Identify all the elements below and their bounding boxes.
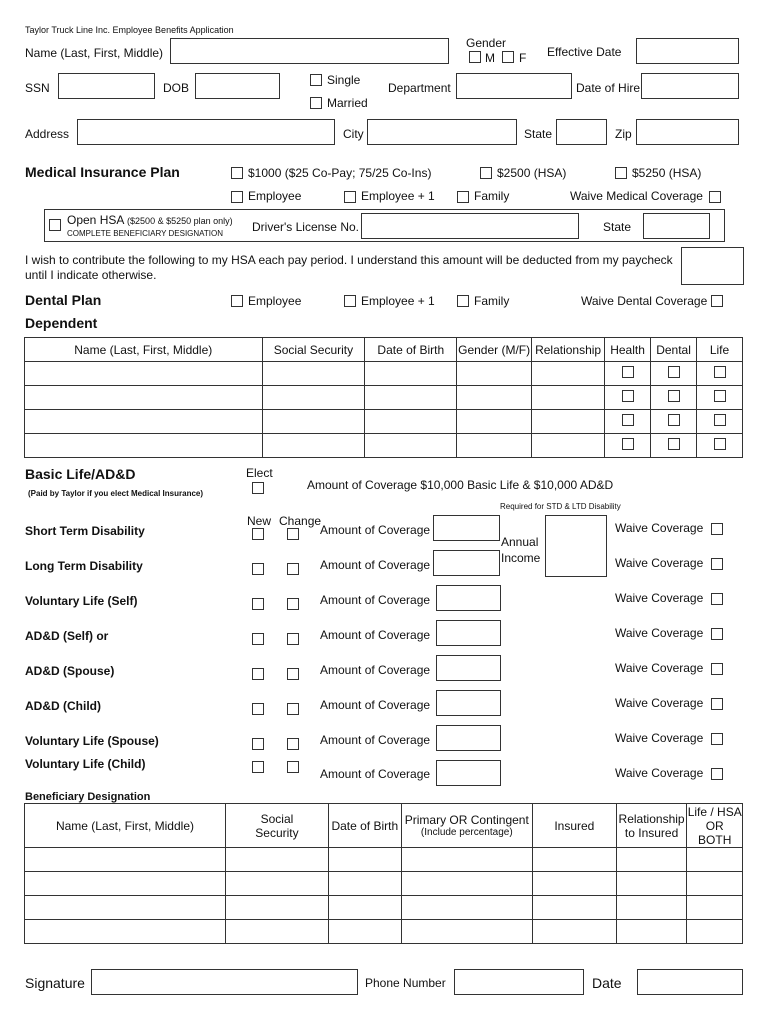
gender-f-label: F [519,51,527,65]
beneficiary-col-name: Name (Last, First, Middle) [25,804,226,848]
health-checkbox[interactable] [622,414,634,426]
elect-checkbox[interactable] [252,482,264,494]
amount-of-coverage-label: Amount of Coverage [320,593,431,607]
dependent-col-gender: Gender (M/F) [457,338,532,362]
change-checkbox[interactable] [287,528,299,540]
signature-label: Signature [25,975,85,991]
coverage-row-label: Voluntary Life (Child) [25,757,146,771]
coverage-row-label: Long Term Disability [25,559,143,573]
date-of-hire-field[interactable] [641,73,739,99]
amount-of-coverage-field[interactable] [433,550,500,576]
dependent-col-ss: Social Security [262,338,365,362]
hsa-text-line-2: until I indicate otherwise. [25,268,157,282]
phone-label: Phone Number [365,976,446,990]
open-hsa-checkbox[interactable] [49,219,61,231]
waive-medical-label: Waive Medical Coverage [570,189,703,203]
medical-employee-checkbox[interactable] [231,191,243,203]
medical-heading: Medical Insurance Plan [25,164,180,180]
new-label: New [247,514,272,528]
open-hsa-label: Open HSA ($2500 & $5250 plan only) [67,213,233,227]
beneficiary-note: COMPLETE BENEFICIARY DESIGNATION [67,229,224,238]
beneficiary-col-life-hsa: Life / HSA OR BOTH [687,804,742,847]
coverage-row-label: Voluntary Life (Spouse) [25,734,159,748]
amount-of-coverage-field[interactable] [436,725,501,751]
gender-m-checkbox[interactable] [469,51,481,63]
waive-dental-label: Waive Dental Coverage [581,294,708,308]
dependent-table [24,337,743,458]
dental-employee-checkbox[interactable] [231,295,243,307]
gender-label: Gender [466,36,507,50]
form-title: Taylor Truck Line Inc. Employee Benefits Application [25,25,234,35]
state-field[interactable] [556,119,607,145]
required-note: Required for STD & LTD Disability [500,502,621,511]
table-row [25,872,743,896]
beneficiary-col-insured: Insured [532,804,616,848]
dental-family-label: Family [474,294,510,308]
name-field[interactable] [170,38,449,64]
new-checkbox[interactable] [252,598,264,610]
amount-of-coverage-label: Amount of Coverage [320,767,431,781]
waive-medical-checkbox[interactable] [709,191,721,203]
waive-coverage-checkbox[interactable] [711,593,723,605]
married-label: Married [327,96,368,110]
change-checkbox[interactable] [287,598,299,610]
gender-m-label: M [485,51,495,65]
plan-2500-label: $2500 (HSA) [497,166,567,180]
drivers-license-field[interactable] [361,213,579,239]
amount-of-coverage-field[interactable] [436,690,501,716]
waive-coverage-label: Waive Coverage [615,626,704,640]
dob-label: DOB [163,81,190,95]
waive-coverage-label: Waive Coverage [615,766,704,780]
date-field[interactable] [637,969,743,995]
basic-life-amount-text: Amount of Coverage $10,000 Basic Life & $10,000 AD&D [307,478,614,492]
beneficiary-col-primary: Primary OR Contingent (Include percentage) [401,804,532,848]
amount-of-coverage-field[interactable] [436,655,501,681]
drivers-license-label: Driver's License No. [252,220,359,234]
table-row [25,410,743,434]
life-checkbox[interactable] [714,438,726,450]
waive-coverage-checkbox[interactable] [711,698,723,710]
new-checkbox[interactable] [252,738,264,750]
plan-5250-checkbox[interactable] [615,167,627,179]
date-of-hire-label: Date of Hire [576,81,641,95]
change-checkbox[interactable] [287,668,299,680]
table-row [25,848,743,872]
dl-state-field[interactable] [643,213,710,239]
signature-field[interactable] [91,969,358,995]
ssn-label: SSN [25,81,50,95]
ssn-field[interactable] [58,73,155,99]
waive-coverage-checkbox[interactable] [711,558,723,570]
table-row [25,386,743,410]
zip-label: Zip [615,127,632,141]
annual-income-field[interactable] [545,515,607,577]
waive-coverage-label: Waive Coverage [615,696,704,710]
plan-2500-checkbox[interactable] [480,167,492,179]
plan-1000-checkbox[interactable] [231,167,243,179]
date-label: Date [592,975,622,991]
waive-coverage-label: Waive Coverage [615,521,704,535]
table-row [25,896,743,920]
dental-checkbox[interactable] [668,366,680,378]
medical-family-checkbox[interactable] [457,191,469,203]
dental-employee-plus-one-label: Employee + 1 [361,294,435,308]
zip-field[interactable] [636,119,739,145]
waive-coverage-checkbox[interactable] [711,628,723,640]
dental-family-checkbox[interactable] [457,295,469,307]
life-checkbox[interactable] [714,366,726,378]
waive-coverage-checkbox[interactable] [711,733,723,745]
dental-checkbox[interactable] [668,414,680,426]
phone-field[interactable] [454,969,584,995]
single-label: Single [327,73,361,87]
medical-employee-plus-one-label: Employee + 1 [361,189,435,203]
change-label: Change [279,514,322,528]
amount-of-coverage-label: Amount of Coverage [320,663,431,677]
dob-field[interactable] [195,73,280,99]
address-field[interactable] [77,119,335,145]
change-checkbox[interactable] [287,563,299,575]
waive-coverage-checkbox[interactable] [711,768,723,780]
dependent-col-relationship: Relationship [532,338,605,362]
single-checkbox[interactable] [310,74,322,86]
beneficiary-col-relationship: Relationship to Insured [616,804,687,848]
change-checkbox[interactable] [287,633,299,645]
change-checkbox[interactable] [287,738,299,750]
new-checkbox[interactable] [252,703,264,715]
amount-of-coverage-field[interactable] [436,620,501,646]
waive-coverage-label: Waive Coverage [615,661,704,675]
amount-of-coverage-label: Amount of Coverage [320,558,431,572]
name-label: Name (Last, First, Middle) [25,46,164,60]
waive-coverage-checkbox[interactable] [711,663,723,675]
waive-coverage-label: Waive Coverage [615,591,704,605]
department-label: Department [388,81,451,95]
basic-life-heading: Basic Life/AD&D [25,466,136,482]
department-field[interactable] [456,73,572,99]
coverage-row-label: Short Term Disability [25,524,145,538]
dental-heading: Dental Plan [25,292,102,308]
dependent-col-name: Name (Last, First, Middle) [25,338,263,362]
waive-coverage-label: Waive Coverage [615,556,704,570]
medical-employee-plus-one-checkbox[interactable] [344,191,356,203]
city-field[interactable] [367,119,517,145]
elect-label: Elect [246,466,273,480]
beneficiary-col-dob: Date of Birth [328,804,401,848]
city-label: City [343,127,364,141]
life-checkbox[interactable] [714,414,726,426]
amount-of-coverage-label: Amount of Coverage [320,733,431,747]
hsa-amount-field[interactable] [681,247,744,285]
state-label: State [524,127,553,141]
dental-employee-label: Employee [248,294,302,308]
medical-family-label: Family [474,189,510,203]
table-row [25,920,743,944]
dependent-col-health: Health [605,338,651,362]
annual-income-label: Annual Income [501,535,541,565]
dental-checkbox[interactable] [668,390,680,402]
change-checkbox[interactable] [287,761,299,773]
amount-of-coverage-label: Amount of Coverage [320,698,431,712]
coverage-row-label: Voluntary Life (Self) [25,594,138,608]
change-checkbox[interactable] [287,703,299,715]
waive-coverage-checkbox[interactable] [711,523,723,535]
gender-f-checkbox[interactable] [502,51,514,63]
amount-of-coverage-label: Amount of Coverage [320,628,431,642]
health-checkbox[interactable] [622,390,634,402]
address-label: Address [25,127,70,141]
new-checkbox[interactable] [252,668,264,680]
beneficiary-table [24,803,743,944]
dl-state-label: State [603,220,632,234]
coverage-row-label: AD&D (Child) [25,699,101,713]
beneficiary-col-ss: Social Security [225,804,328,848]
dependent-col-life: Life [697,338,743,362]
hsa-text-line-1: I wish to contribute the following to my HSA each pay period. I understand this amount will be deducted from my paycheck [25,253,673,267]
dependent-col-dob: Date of Birth [365,338,457,362]
medical-employee-label: Employee [248,189,302,203]
amount-of-coverage-field[interactable] [433,515,500,541]
effective-date-label: Effective Date [547,45,622,59]
dependent-col-dental: Dental [651,338,697,362]
plan-1000-label: $1000 ($25 Co-Pay; 75/25 Co-Ins) [248,166,432,180]
table-row [25,362,743,386]
waive-dental-checkbox[interactable] [711,295,723,307]
basic-life-note: (Paid by Taylor if you elect Medical Insurance) [28,489,204,498]
new-checkbox[interactable] [252,563,264,575]
plan-5250-label: $5250 (HSA) [632,166,702,180]
amount-of-coverage-field[interactable] [436,760,501,786]
coverage-row-label: AD&D (Self) or [25,629,109,643]
life-checkbox[interactable] [714,390,726,402]
effective-date-field[interactable] [636,38,739,64]
new-checkbox[interactable] [252,761,264,773]
health-checkbox[interactable] [622,438,634,450]
waive-coverage-label: Waive Coverage [615,731,704,745]
beneficiary-heading: Beneficiary Designation [25,791,151,803]
new-checkbox[interactable] [252,633,264,645]
health-checkbox[interactable] [622,366,634,378]
amount-of-coverage-field[interactable] [436,585,501,611]
new-checkbox[interactable] [252,528,264,540]
married-checkbox[interactable] [310,97,322,109]
amount-of-coverage-label: Amount of Coverage [320,523,431,537]
dental-employee-plus-one-checkbox[interactable] [344,295,356,307]
dental-checkbox[interactable] [668,438,680,450]
dependent-heading: Dependent [25,315,98,331]
coverage-row-label: AD&D (Spouse) [25,664,115,678]
table-row [25,434,743,458]
